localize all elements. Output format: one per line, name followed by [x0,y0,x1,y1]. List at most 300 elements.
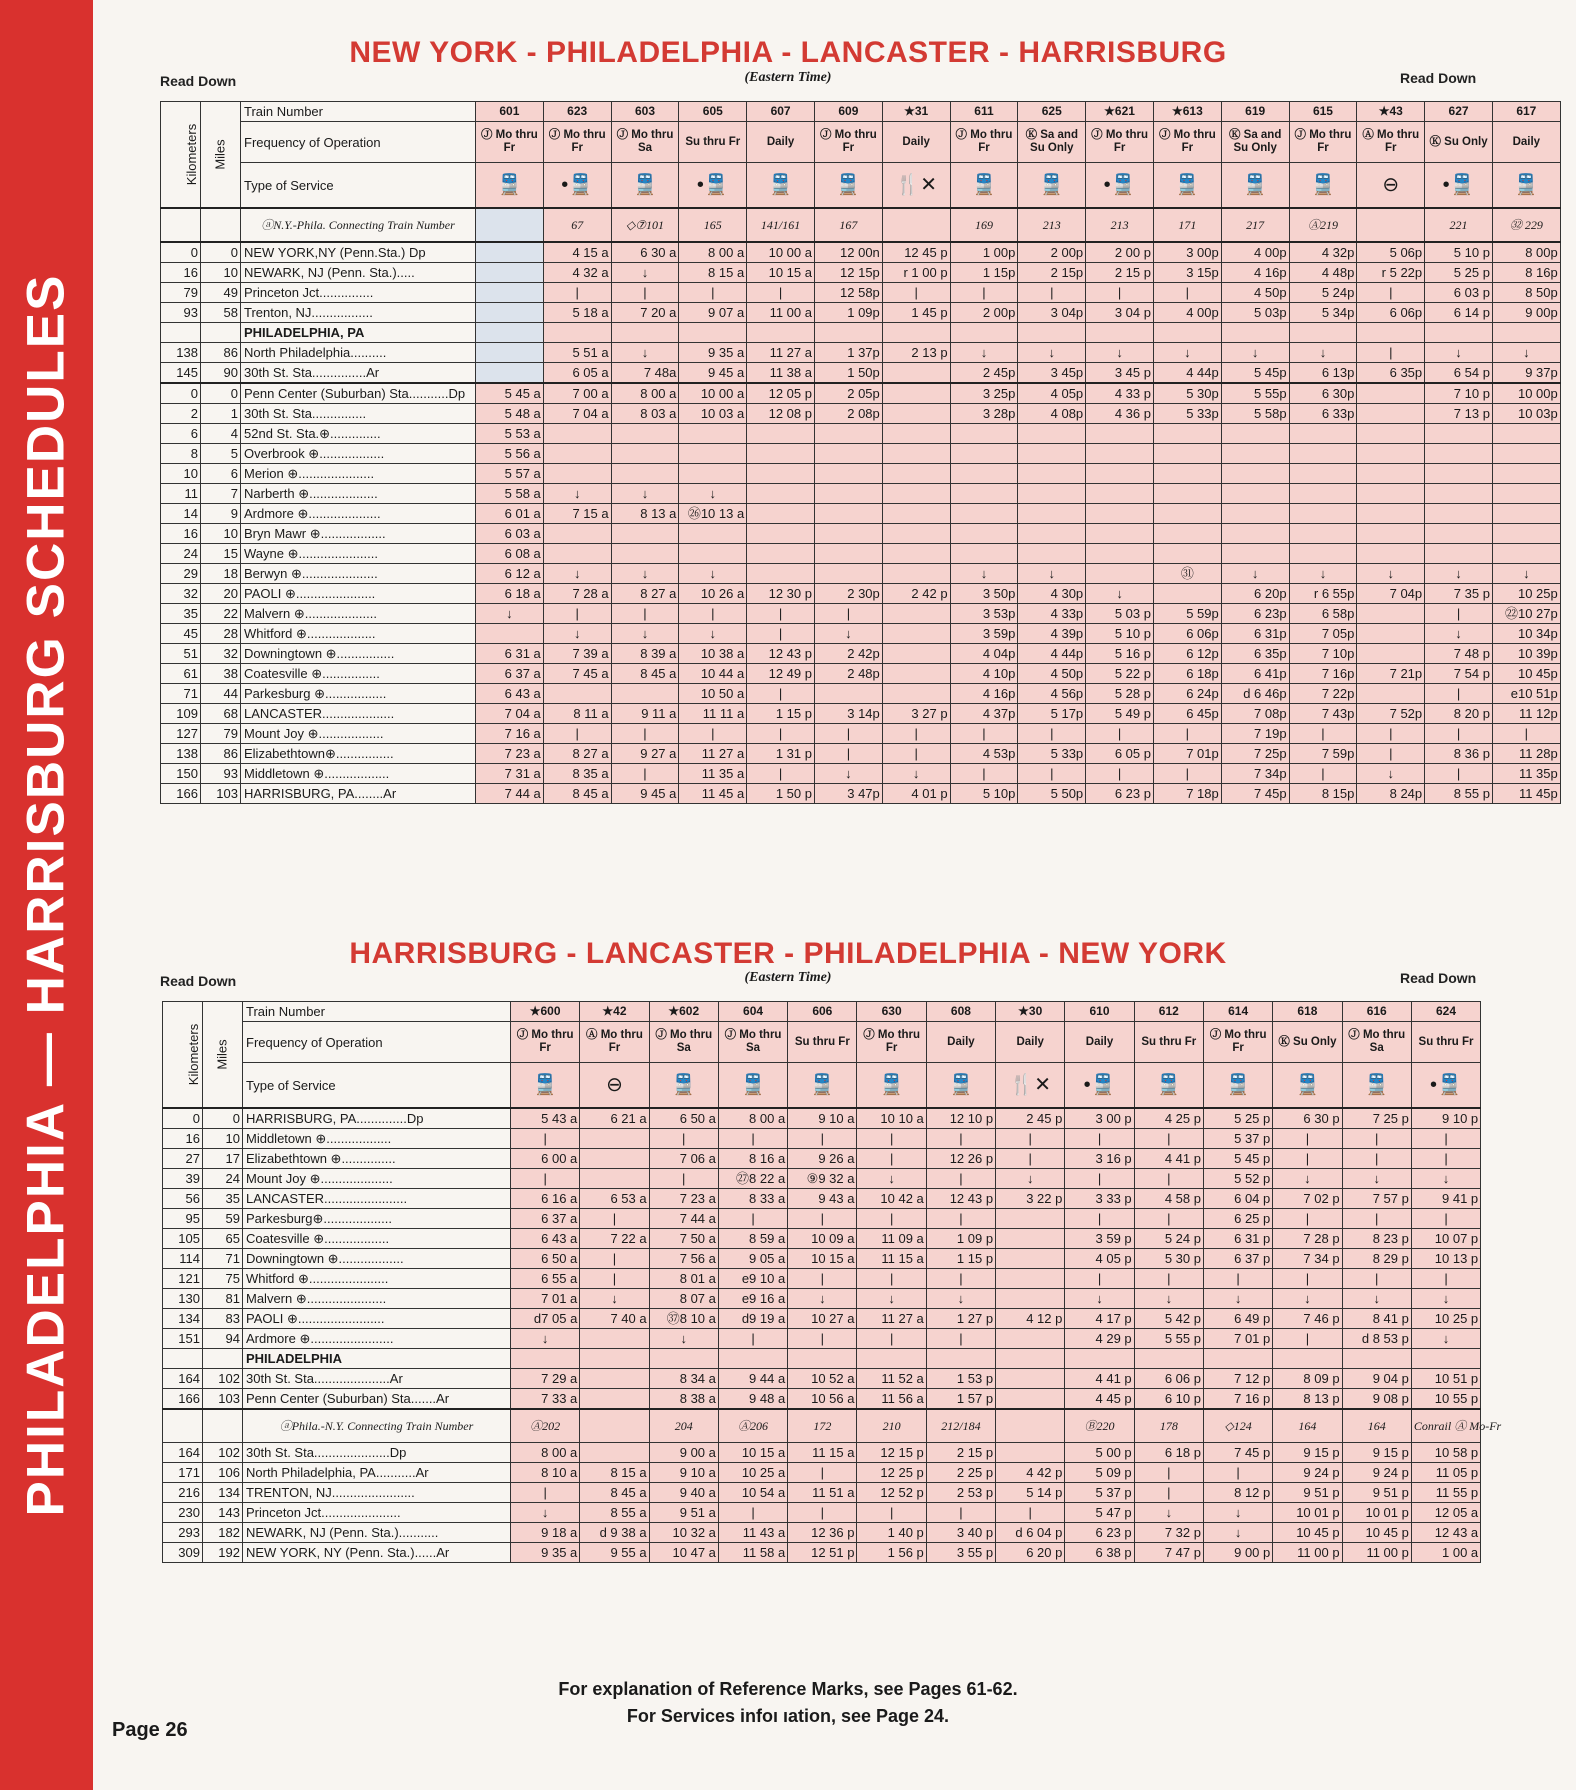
time-cell [1221,444,1289,464]
time-cell [580,1149,649,1169]
time-cell: 9 45 a [679,363,747,384]
miles-value: 65 [203,1229,243,1249]
blank-cell [857,1349,926,1369]
train-number: 616 [1342,1002,1411,1022]
time-cell: 1 53 p [926,1369,995,1389]
time-cell [1492,484,1560,504]
service-row [161,163,1561,209]
time-cell: ↓ [476,604,544,624]
time-cell: 10 45p [1492,664,1560,684]
time-cell: 12 10 p [926,1108,995,1129]
kilometers-value: 6 [161,424,201,444]
time-cell: 7 44 a [649,1209,718,1229]
time-cell: 6 13p [1289,363,1357,384]
station-name: Ardmore ⊕....................... [243,1329,511,1349]
time-cell: | [511,1483,580,1503]
kilometers-value: 14 [161,504,201,524]
time-cell [543,464,611,484]
time-cell: 8 50p [1492,283,1560,303]
time-cell: 5 58 a [476,484,544,504]
station-row [161,544,1561,564]
time-cell: 1 27 p [926,1309,995,1329]
frequency-cell: Ⓚ Su Only [1273,1022,1342,1063]
time-cell: | [747,724,815,744]
train-number: 601 [476,102,544,122]
time-cell: ↓ [788,1289,857,1309]
miles-value: 102 [203,1443,243,1463]
connecting-train-number: 167 [814,208,882,242]
time-cell: 6 50 a [511,1249,580,1269]
kilometers-value: 109 [161,704,201,724]
time-cell: | [1357,343,1425,363]
time-cell: 9 04 p [1342,1369,1411,1389]
time-cell: ↓ [1221,564,1289,584]
station-name: NEWARK, NJ (Penn. Sta.)..... [241,263,476,283]
time-cell [476,263,544,283]
time-cell: 7 22p [1289,684,1357,704]
miles-value: 38 [201,664,241,684]
time-cell: 12 00n [814,242,882,263]
time-cell: 8 39 a [611,644,679,664]
miles-value: 10 [201,524,241,544]
miles-value: 49 [201,283,241,303]
read-down-right-top: Read Down [1400,70,1477,86]
connecting-train-number [580,1409,649,1443]
time-cell [882,504,950,524]
time-cell: 5 03p [1221,303,1289,323]
time-cell: | [649,1169,718,1189]
time-cell: 12 30 p [747,584,815,604]
time-cell: 11 38 a [747,363,815,384]
station-name: Malvern ⊕.................... [241,604,476,624]
time-cell: 6 23 p [1065,1523,1134,1543]
station-row [161,784,1561,804]
time-cell: 7 16p [1289,664,1357,684]
frequency-cell: Ⓙ Mo thru Fr [1086,122,1154,163]
time-cell [1153,584,1221,604]
time-cell: 6 54 p [1425,363,1493,384]
kilometers-value: 2 [161,404,201,424]
time-cell: ↓ [1289,564,1357,584]
time-cell: 9 45 a [611,784,679,804]
time-cell [1221,464,1289,484]
station-name: NEWARK, NJ (Penn. Sta.)........... [243,1523,511,1543]
time-cell: 5 00 p [1065,1443,1134,1463]
time-cell: 6 50 a [649,1108,718,1129]
station-name: 30th St. Sta.....................Ar [243,1369,511,1389]
city-heading: PHILADELPHIA [243,1349,511,1369]
time-cell: ↓ [511,1503,580,1523]
station-row [161,604,1561,624]
time-cell: ↓ [1425,564,1493,584]
blank-cell [1425,323,1493,343]
time-cell [1221,424,1289,444]
kilometers-label: Kilometers [184,123,200,186]
time-cell: 8 11 a [543,704,611,724]
time-cell: 10 55 p [1411,1389,1480,1410]
time-cell: 9 11 a [611,704,679,724]
miles-value: 10 [201,263,241,283]
station-row [161,644,1561,664]
time-cell: 11 58 a [718,1543,787,1563]
station-row [161,584,1561,604]
station-name: Penn Center (Suburban) Sta...........Dp [241,383,476,404]
time-cell [1289,484,1357,504]
time-cell [1221,544,1289,564]
time-cell: 7 50 a [649,1229,718,1249]
station-row [163,1149,1481,1169]
station-name: Mount Joy ⊕.................... [243,1169,511,1189]
frequency-label: Frequency of Operation [241,122,476,163]
time-cell: 9 27 a [611,744,679,764]
time-cell: ↓ [950,343,1018,363]
miles-value: 0 [201,242,241,263]
time-cell: | [543,604,611,624]
kilometers-value: 16 [163,1129,203,1149]
kilometers-value: 171 [163,1463,203,1483]
kilometers-value: 138 [161,343,201,363]
station-row [163,1209,1481,1229]
time-cell: 10 47 a [649,1543,718,1563]
time-cell: 11 51 a [788,1483,857,1503]
miles-value: 182 [203,1523,243,1543]
station-name: Overbrook ⊕.................. [241,444,476,464]
time-cell: 10 38 a [679,644,747,664]
miles-value: 17 [203,1149,243,1169]
time-cell: 4 30p [1018,584,1086,604]
time-cell: 5 17p [1018,704,1086,724]
time-cell: 3 00 p [1065,1108,1134,1129]
connecting-train-number: 164 [1342,1409,1411,1443]
time-cell: 4 00p [1221,242,1289,263]
time-cell: ↓ [1411,1169,1480,1189]
time-cell: 11 28p [1492,744,1560,764]
miles-value: 68 [201,704,241,724]
frequency-cell: Ⓙ Mo thru Fr [543,122,611,163]
time-cell: 5 58p [1221,404,1289,424]
time-cell: ↓ [1203,1289,1272,1309]
blank-cell [203,1409,243,1443]
time-cell: 7 04p [1357,584,1425,604]
time-cell: 6 21 a [580,1108,649,1129]
kilometers-value: 151 [163,1329,203,1349]
time-cell: 10 50 a [679,684,747,704]
miles-value: 83 [203,1309,243,1329]
time-cell: 3 15p [1153,263,1221,283]
frequency-row [161,122,1561,163]
station-name: Bryn Mawr ⊕.................. [241,524,476,544]
time-cell: 2 42p [814,644,882,664]
connecting-train-label: ⓐPhila.-N.Y. Connecting Train Number [243,1409,511,1443]
time-cell: | [857,1329,926,1349]
time-cell: 7 23 a [649,1189,718,1209]
time-cell: 7 16 p [1203,1389,1272,1410]
time-cell: 3 04p [1018,303,1086,323]
time-cell [950,524,1018,544]
miles-value: 0 [203,1108,243,1129]
station-name: NEW YORK,NY (Penn.Sta.) Dp [241,242,476,263]
time-cell: | [747,684,815,704]
time-cell: 11 45p [1492,784,1560,804]
miles-value: 5 [201,444,241,464]
time-cell: 6 37 p [1203,1249,1272,1269]
kilometers-value: 127 [161,724,201,744]
service-icon: •🚆 [679,163,747,209]
connecting-train-number: 171 [1153,208,1221,242]
kilometers-value: 35 [161,604,201,624]
time-cell: | [511,1169,580,1189]
time-cell: 9 51 p [1342,1483,1411,1503]
service-icon: 🚆 [1134,1063,1203,1109]
station-row [163,1443,1481,1463]
train-number: ★621 [1086,102,1154,122]
station-name: Berwyn ⊕..................... [241,564,476,584]
train-number: ★602 [649,1002,718,1022]
time-cell: ㉗8 22 a [718,1169,787,1189]
time-cell: 10 15 a [747,263,815,283]
time-cell: 8 45 a [611,664,679,684]
time-cell: 4 41 p [1134,1149,1203,1169]
time-cell: 7 44 a [476,784,544,804]
time-cell: | [1153,764,1221,784]
time-cell: 7 43p [1289,704,1357,724]
time-cell: 7 04 a [476,704,544,724]
time-cell [1018,424,1086,444]
blank-cell [161,208,201,242]
time-cell [1289,424,1357,444]
time-cell: 5 28 p [1086,684,1154,704]
frequency-cell: Ⓙ Mo thru Fr [1153,122,1221,163]
footer-note-2: For Services infoı ıation, see Page 24. [626,1706,950,1726]
time-cell: r 6 55p [1289,584,1357,604]
time-cell: 11 12p [1492,704,1560,724]
time-cell: 4 37p [950,704,1018,724]
time-cell [679,444,747,464]
time-cell [882,444,950,464]
miles-value: 75 [203,1269,243,1289]
time-cell: ↓ [950,564,1018,584]
time-cell: 4 00p [1153,303,1221,323]
station-name: Trenton, NJ................. [241,303,476,323]
connecting-train-number: ◇124 [1203,1409,1272,1443]
connecting-train-number: 141/161 [747,208,815,242]
time-cell: ↓ [543,624,611,644]
time-cell: 8 12 p [1203,1483,1272,1503]
kilometers-value: 105 [163,1229,203,1249]
time-cell [747,464,815,484]
train-number: 619 [1221,102,1289,122]
time-cell: 5 43 a [511,1108,580,1129]
time-cell: 2 45 p [996,1108,1065,1129]
time-cell: 9 26 a [788,1149,857,1169]
time-cell: 7 57 p [1342,1189,1411,1209]
time-cell: 8 20 p [1425,704,1493,724]
station-row [163,1129,1481,1149]
miles-value: 79 [201,724,241,744]
time-cell: 1 15 p [747,704,815,724]
time-cell [882,684,950,704]
miles-value: 10 [203,1129,243,1149]
station-name: Elizabethtown ⊕............... [243,1149,511,1169]
miles-value: 143 [203,1503,243,1523]
time-cell: | [926,1169,995,1189]
time-cell: | [747,764,815,784]
time-cell: 10 45 p [1342,1523,1411,1543]
time-cell: | [1203,1463,1272,1483]
time-cell: | [1411,1129,1480,1149]
kilometers-value: 79 [161,283,201,303]
time-cell: 10 15 a [788,1249,857,1269]
time-cell: 9 37p [1492,363,1560,384]
city-heading: PHILADELPHIA, PA [241,323,476,343]
connecting-train-number: 221 [1425,208,1493,242]
time-cell: 8 36 p [1425,744,1493,764]
kilometers-value: 93 [161,303,201,323]
miles-value: 0 [201,383,241,404]
service-label: Type of Service [243,1063,511,1109]
time-cell: 6 20 p [996,1543,1065,1563]
time-cell [543,444,611,464]
time-cell: | [1086,764,1154,784]
time-cell: 6 30 p [1273,1108,1342,1129]
station-row [161,564,1561,584]
time-cell: 3 04 p [1086,303,1154,323]
kilometers-value: 164 [163,1369,203,1389]
service-label: Type of Service [241,163,476,209]
kilometers-value: 134 [163,1309,203,1329]
time-cell: 11 43 a [718,1523,787,1543]
frequency-cell: Ⓙ Mo thru Fr [950,122,1018,163]
time-cell [882,604,950,624]
time-cell: 6 31 p [1203,1229,1272,1249]
time-cell: 6 18 p [1134,1443,1203,1463]
time-cell: 6 43 a [476,684,544,704]
time-cell [1357,644,1425,664]
time-cell: 11 56 a [857,1389,926,1410]
time-cell: ↓ [1086,584,1154,604]
station-row [163,1229,1481,1249]
blank-cell [1065,1349,1134,1369]
time-cell: 11 35 a [679,764,747,784]
time-cell: | [1065,1169,1134,1189]
station-row [163,1289,1481,1309]
station-row [161,303,1561,323]
time-cell: | [1357,283,1425,303]
station-name: Middletown ⊕.................. [243,1129,511,1149]
time-cell [476,624,544,644]
time-cell: 4 12 p [996,1309,1065,1329]
connecting-train-number: 172 [788,1409,857,1443]
time-cell: ↓ [996,1169,1065,1189]
time-cell: 7 01 p [1203,1329,1272,1349]
connecting-train-number: 67 [543,208,611,242]
time-cell: | [1153,724,1221,744]
time-cell: 2 15 p [926,1443,995,1463]
station-name: Whitford ⊕................... [241,624,476,644]
time-cell: ↓ [611,564,679,584]
time-cell: | [1134,1169,1203,1189]
time-cell: 4 04p [950,644,1018,664]
frequency-cell: Ⓙ Mo thru Sa [649,1022,718,1063]
time-cell: 3 28p [950,404,1018,424]
time-cell: | [718,1329,787,1349]
time-cell: 11 27 a [747,343,815,363]
kilometers-value: 29 [161,564,201,584]
time-cell [882,564,950,584]
kilometers-value: 16 [161,524,201,544]
kilometers-value: 56 [163,1189,203,1209]
time-cell: | [814,604,882,624]
time-cell: 2 53 p [926,1483,995,1503]
time-cell [1357,684,1425,704]
time-cell: | [788,1129,857,1149]
time-cell: 8 15 a [580,1463,649,1483]
station-name: Middletown ⊕.................. [241,764,476,784]
time-cell: 4 16p [950,684,1018,704]
time-cell: | [1018,764,1086,784]
station-row [163,1543,1481,1563]
station-row [163,1389,1481,1410]
time-cell: ↓ [1492,564,1560,584]
time-cell: 11 55 p [1411,1483,1480,1503]
time-cell: | [718,1209,787,1229]
time-cell: 7 01 a [511,1289,580,1309]
time-cell: ↓ [543,484,611,504]
time-cell: r 5 22p [1357,263,1425,283]
time-cell: 4 53p [950,744,1018,764]
time-cell: 8 10 a [511,1463,580,1483]
station-row [163,1369,1481,1389]
station-row [161,664,1561,684]
time-cell: 7 08p [1221,704,1289,724]
time-cell: 5 09 p [1065,1463,1134,1483]
station-name: 52nd St. Sta.⊕.............. [241,424,476,444]
time-cell [1153,484,1221,504]
time-cell: | [1289,764,1357,784]
time-cell: 4 16p [1221,263,1289,283]
time-cell: | [679,604,747,624]
time-cell: 1 57 p [926,1389,995,1410]
time-cell: 10 09 a [788,1229,857,1249]
time-cell: 11 27 a [857,1309,926,1329]
time-cell: 5 03 p [1086,604,1154,624]
station-row [161,363,1561,384]
time-cell [1018,504,1086,524]
time-cell [1086,524,1154,544]
connecting-train-number: Ⓑ220 [1065,1409,1134,1443]
time-cell: 8 03 a [611,404,679,424]
time-cell [1492,524,1560,544]
time-cell: | [1134,1129,1203,1149]
time-cell: 6 18 a [476,584,544,604]
time-cell: 6 18p [1153,664,1221,684]
time-cell: 4 41 p [1065,1369,1134,1389]
time-cell: 5 45 a [476,383,544,404]
time-cell [882,404,950,424]
time-cell: 10 45 p [1273,1523,1342,1543]
time-cell: 4 44p [1153,363,1221,384]
blank-cell [1221,323,1289,343]
station-row [163,1169,1481,1189]
time-cell: 8 33 a [718,1189,787,1209]
service-icon: ⊖ [580,1063,649,1109]
time-cell [1153,504,1221,524]
time-cell: 2 45p [950,363,1018,384]
time-cell: 6 24p [1153,684,1221,704]
train-number-row [161,102,1561,122]
time-cell: 3 53p [950,604,1018,624]
train-number: 612 [1134,1002,1203,1022]
